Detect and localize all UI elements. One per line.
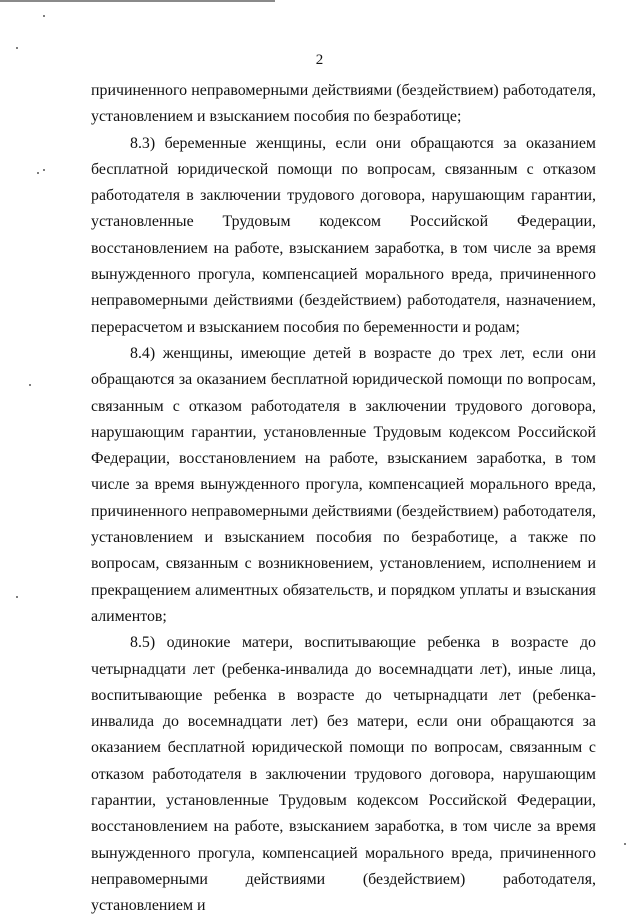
paragraph-continuation: причиненного неправомерными действиями (бездействием) работодателя, установлением и взысканием пособия по безработице;	[91, 82, 596, 126]
paragraph-8-4: 8.4) женщины, имеющие детей в возрасте до трех лет, если они обращаются за оказанием бесплатной юридической помощи по вопросам, связанным с отказом работодателя в заключении трудового договора, нарушающим гарантии, установленные Трудовым кодексом Российской Федерации, восстановлением на работе, взысканием заработка, в том числе за время вынужденного прогула, компенсацией морального вреда, причиненного неправомерными действиями (бездействием) работодателя, установлением и взысканием пособия по безработице, а также по вопросам, связанным с возникновением, установлением, исполнением и прекращением алиментных обязательств, и порядком уплаты и взыскания алиментов;	[91, 344, 596, 625]
scan-speck	[624, 843, 626, 845]
paragraph-8-3: 8.3) беременные женщины, если они обращаются за оказанием бесплатной юридической помощи по вопросам, связанным с отказом работодателя в заключении трудового договора, нарушающим гарантии, установленные Трудовым кодексом Российской Федерации, восстановлением на работе, взысканием заработка, в том числе за время вынужденного прогула, компенсацией морального вреда, причиненного неправомерными действиями (бездействием) работодателя, назначением, перерасчетом и взысканием пособия по беременности и родам;	[91, 134, 596, 336]
document-body	[91, 78, 596, 920]
paragraph-8-5: 8.5) одинокие матери, воспитывающие ребенка в возрасте до четырнадцати лет (ребенка-инвалида до восемнадцати лет), иные лица, воспитывающие ребенка в возрасте до четырнадцати лет (ребенка-инвалида до восемнадцати лет) без матери, если они обращаются за оказанием бесплатной юридической помощи по вопросам, связанным с отказом работодателя в заключении трудового договора, нарушающим гарантии, установленные Трудовым кодексом Российской Федерации, восстановлением на работе, взысканием заработка, в том числе за время вынужденного прогула, компенсацией морального вреда, причиненного неправомерными действиями (бездействием) работодателя, установлением и	[91, 634, 596, 915]
scan-speck	[43, 15, 45, 17]
scan-speck	[16, 596, 18, 598]
scan-speck	[16, 47, 18, 49]
scan-top-rule	[0, 0, 275, 2]
scan-speck	[29, 384, 31, 386]
scan-speck	[37, 172, 39, 174]
scan-speck	[43, 169, 45, 171]
page-number: 2	[315, 52, 324, 68]
